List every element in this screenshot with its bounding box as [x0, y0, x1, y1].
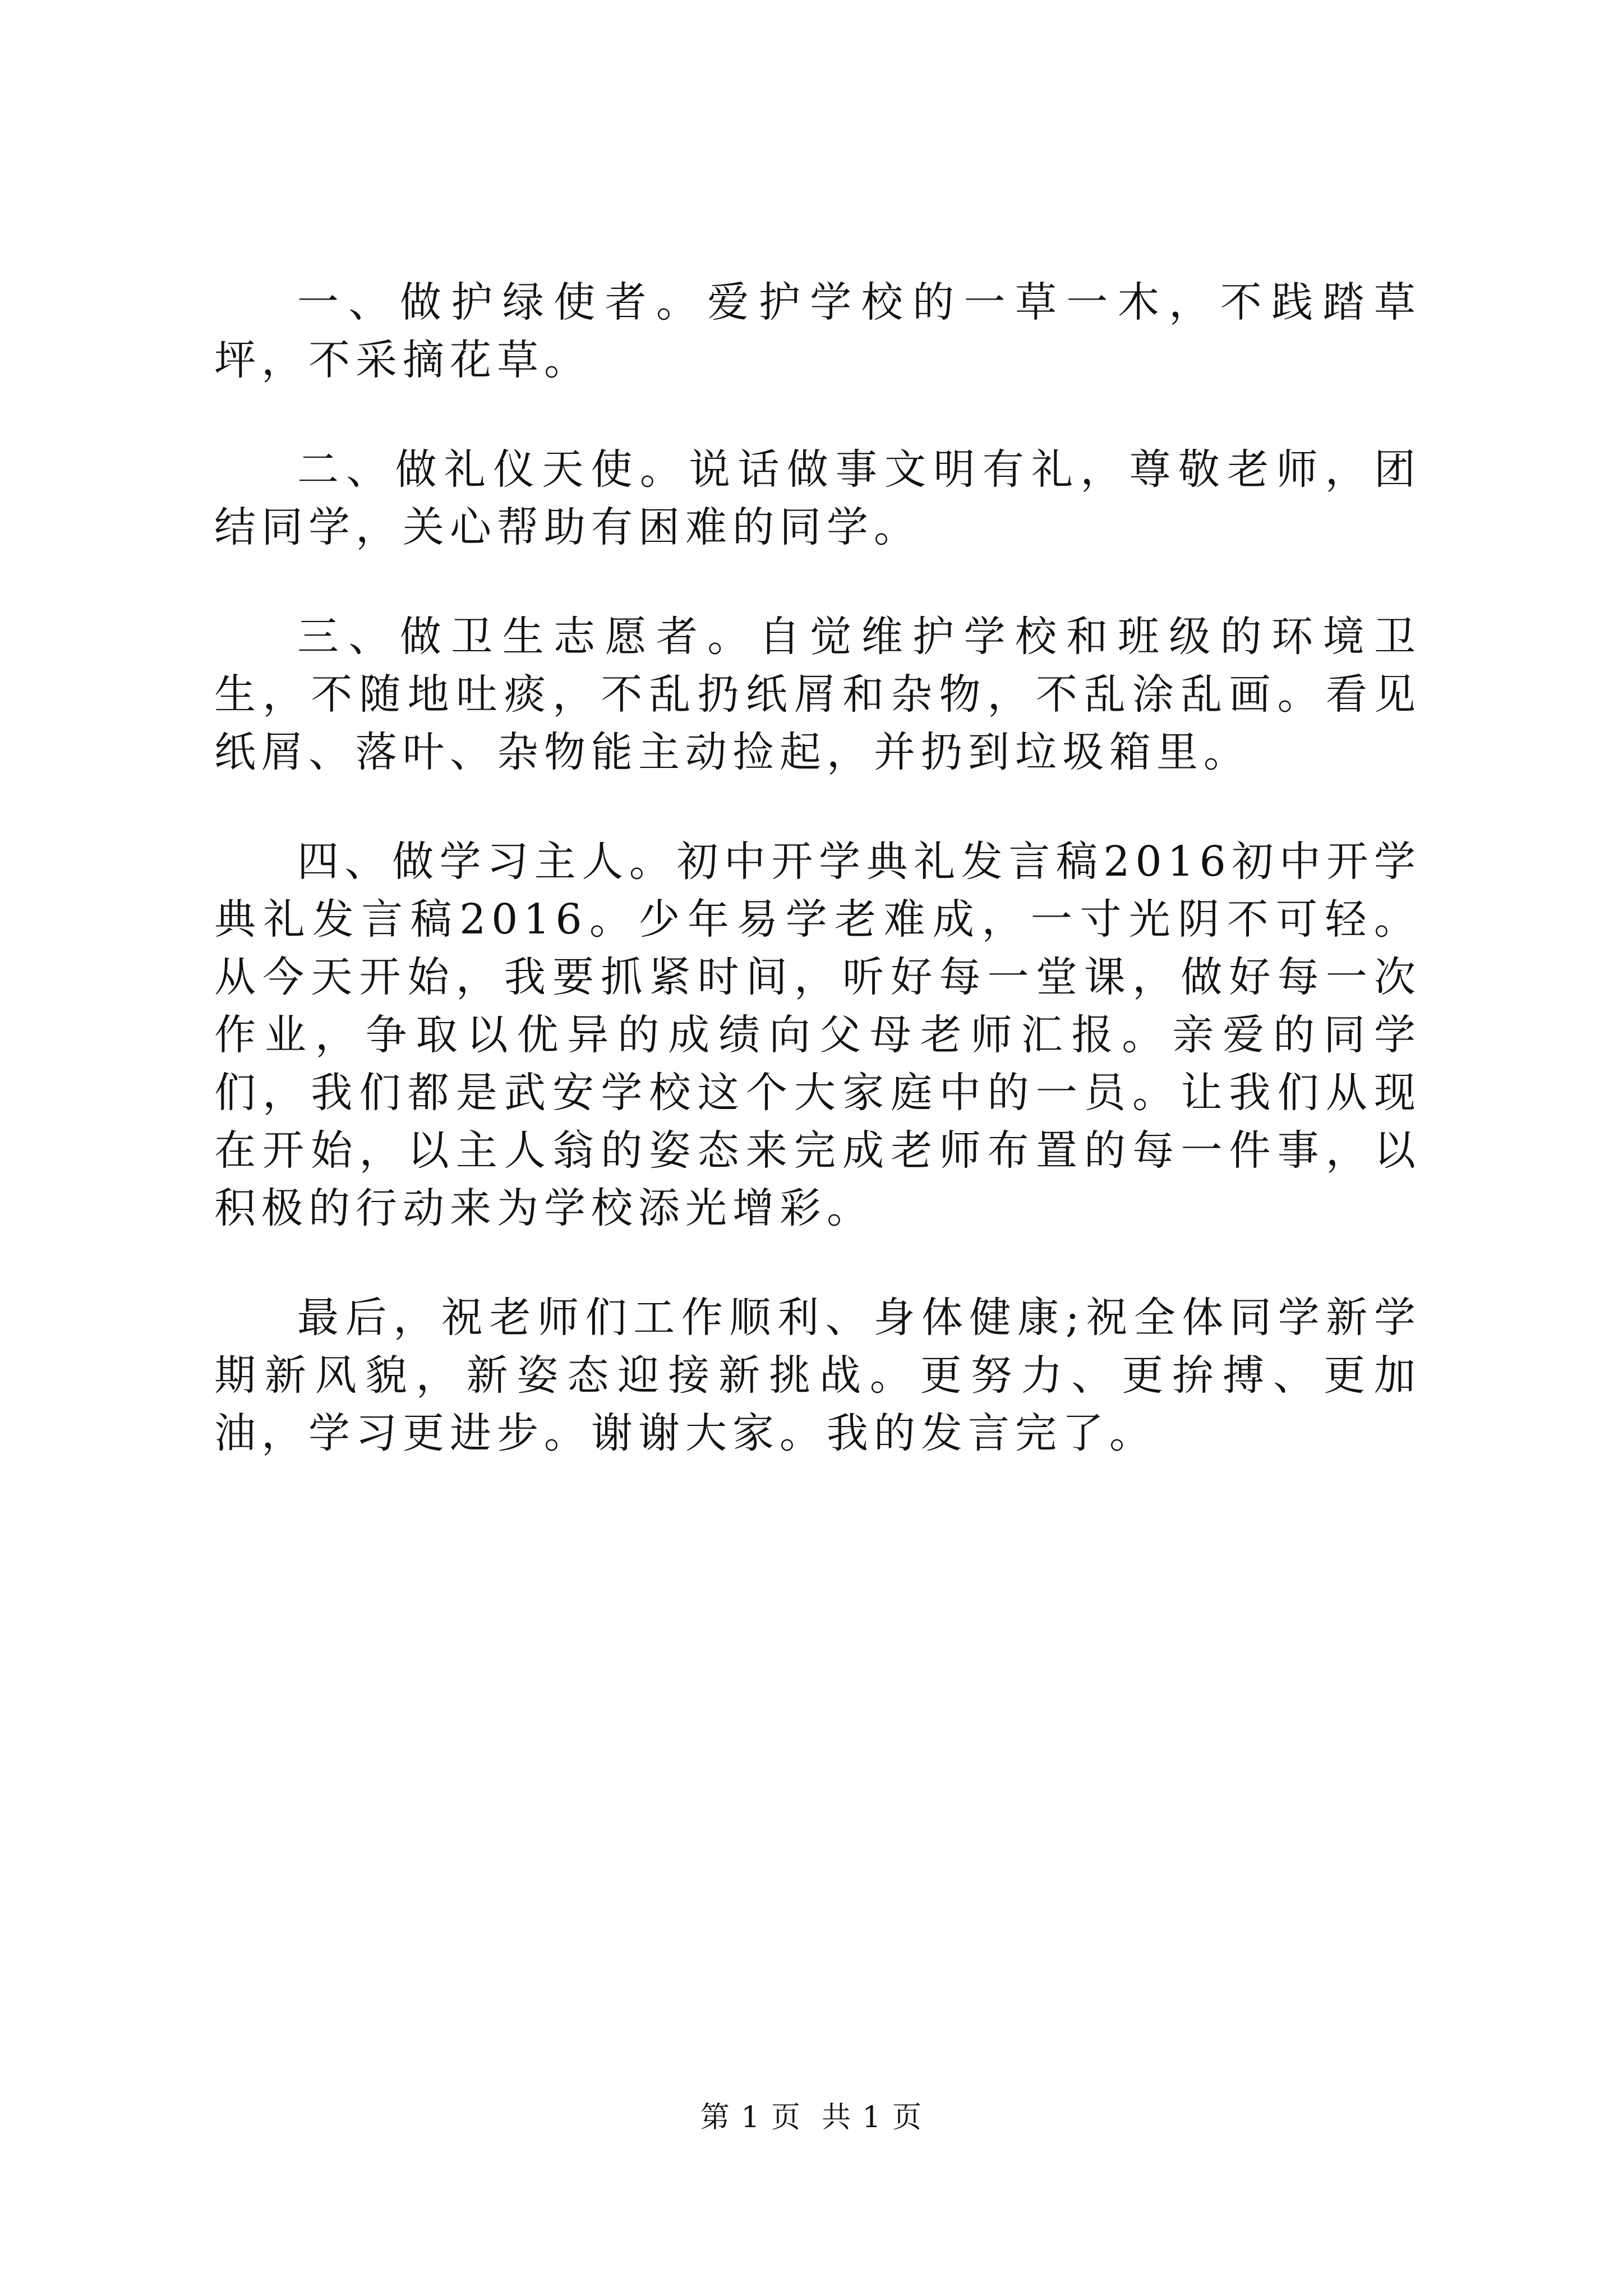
paragraph-1: 一、做护绿使者。爱护学校的一草一木，不践踏草坪，不采摘花草。 — [214, 278, 1421, 384]
paragraph-3: 三、做卫生志愿者。自觉维护学校和班级的环境卫生，不随地吐痰，不乱扔纸屑和杂物，不乱涂乱画。看见纸屑、落叶、杂物能主动捡起，并扔到垃圾箱里。 — [214, 613, 1421, 776]
paragraph-4: 四、做学习主人。初中开学典礼发言稿2016初中开学典礼发言稿2016。少年易学老难成，一寸光阴不可轻。从今天开始，我要抓紧时间，听好每一堂课，做好每一次作业，争取以优异的成绩向父母老师汇报。亲爱的同学们，我们都是武安学校这个大家庭中的一员。让我们从现在开始，以主人翁的姿态来完成老师布置的每一件事，以积极的行动来为学校添光增彩。 — [214, 838, 1421, 1232]
page-total: 共 1 页 — [822, 2101, 923, 2134]
paragraph-5: 最后，祝老师们工作顺利、身体健康;祝全体同学新学期新风貌，新姿态迎接新挑战。更努力、更拚搏、更加油，学习更进步。谢谢大家。我的发言完了。 — [214, 1294, 1421, 1457]
document-body — [214, 274, 1421, 1462]
page-number: 第 1 页 — [700, 2101, 801, 2134]
page-footer — [0, 2098, 1623, 2137]
paragraph-2: 二、做礼仪天使。说话做事文明有礼，尊敬老师，团结同学，关心帮助有困难的同学。 — [214, 445, 1421, 551]
